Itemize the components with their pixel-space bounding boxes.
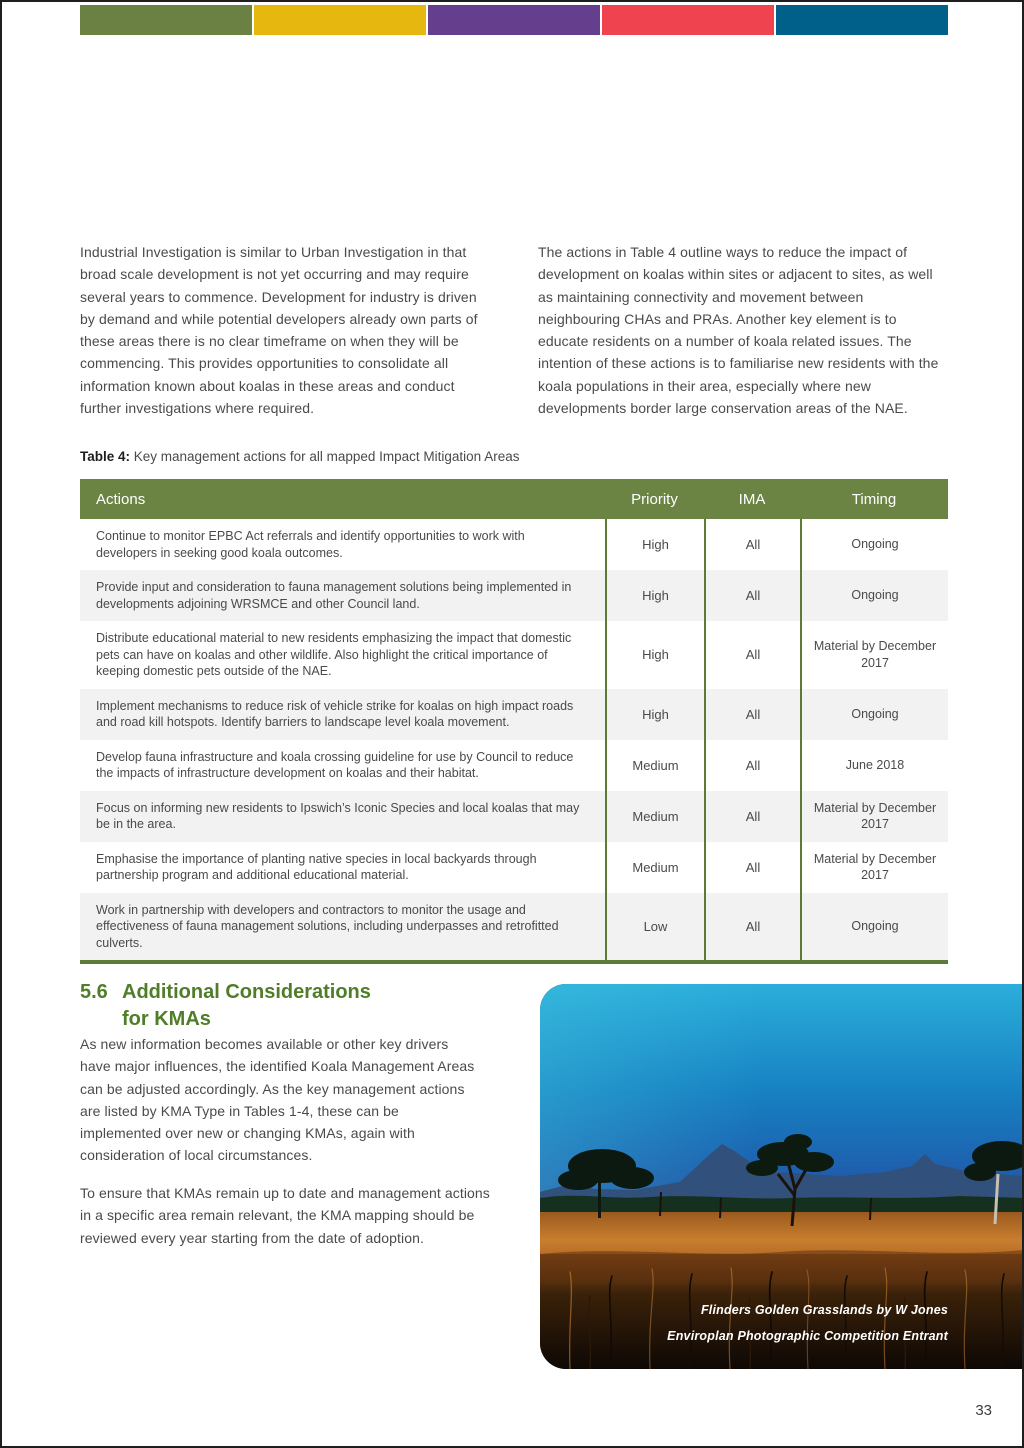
cell-action: Work in partnership with developers and contractors to monitor the usage and effectiveness of fauna management solutions, including underpasses and retrofitted culverts. [96, 902, 559, 950]
column-header-actions: Actions [96, 490, 146, 508]
table-row [80, 519, 948, 570]
cell-action: Provide input and consideration to fauna management solutions being implemented in developments adjoining WRSMCE and other Council land. [96, 580, 572, 611]
cell-priority: Medium [605, 842, 704, 893]
cell-timing: Ongoing [800, 519, 948, 570]
section-paragraph-1: As new information becomes available or other key drivers have major influences, the identified Koala Management Areas can be adjusted accordingly. As the key management actions are listed by KMA Type in Tables 1-4, these can be implemented over new or changing KMAs, again with consideration of local circumstances. [80, 1036, 475, 1164]
table-row [80, 621, 948, 689]
page-number: 33 [975, 1402, 992, 1419]
color-bar-segment-red [602, 5, 774, 35]
cell-ima: All [704, 570, 800, 621]
cell-action: Develop fauna infrastructure and koala crossing guideline for use by Council to reduce the impacts of infrastructure development on koalas and their habitat. [96, 749, 574, 780]
cell-ima: All [704, 519, 800, 570]
table-row [80, 689, 948, 740]
cell-timing: Ongoing [800, 893, 948, 961]
photo-caption-line2: Enviroplan Photographic Competition Entrant [667, 1329, 948, 1343]
photo-caption [667, 1297, 948, 1349]
cell-action: Distribute educational material to new residents emphasizing the impact that domestic pets can have on koalas and other wildlife. Also highlight the critical importance of keeping domestic pets outside of the NAE. [96, 631, 572, 678]
cell-ima: All [704, 689, 800, 740]
cell-priority: Low [605, 893, 704, 961]
cell-timing: Material by December 2017 [800, 791, 948, 842]
cell-ima: All [704, 842, 800, 893]
cell-priority: High [605, 519, 704, 570]
table-row [80, 791, 948, 842]
cell-priority: High [605, 570, 704, 621]
section-heading [80, 979, 371, 1033]
table-row [80, 842, 948, 893]
cell-action: Continue to monitor EPBC Act referrals and identify opportunities to work with developers in seeking good koala outcomes. [96, 529, 525, 560]
table-caption [80, 449, 519, 464]
cell-timing: Material by December 2017 [800, 621, 948, 689]
cell-action: Implement mechanisms to reduce risk of vehicle strike for koalas on high impact roads and road kill hotspots. Identify barriers to landscape level koala movement. [96, 698, 574, 729]
color-bar-segment-yellow [254, 5, 426, 35]
cell-priority: Medium [605, 791, 704, 842]
column-header-priority: Priority [631, 490, 678, 508]
cell-priority: High [605, 621, 704, 689]
photo [540, 984, 1024, 1369]
cell-ima: All [704, 893, 800, 961]
intro-paragraph-left: Industrial Investigation is similar to Urban Investigation in that broad scale development is not yet occurring and may require several years to commence. Development for industry is driven by demand and while potential developers already own parts of these areas there is no clear timeframe on when they will be commencing. This provides opportunities to consolidate all information known about koalas in these areas and conduct further investigations where required. [80, 244, 478, 417]
intro-paragraph-right: The actions in Table 4 outline ways to reduce the impact of development on koalas within sites or adjacent to sites, as well as maintaining connectivity and movement between neighbouring CHAs and PRAs. Another key element is to educate residents on a number of koala related issues. The intention of these actions is to familiarise new residents with the koala populations in their area, especially where new developments border large conservation areas of the NAE. [538, 244, 939, 417]
cell-ima: All [704, 621, 800, 689]
table-row [80, 570, 948, 621]
color-bar-segment-green [80, 5, 252, 35]
cell-timing: Material by December 2017 [800, 842, 948, 893]
cell-priority: Medium [605, 740, 704, 791]
cell-timing: Ongoing [800, 689, 948, 740]
color-bar-segment-purple [428, 5, 600, 35]
column-header-ima: IMA [738, 490, 766, 508]
table-header-row [80, 479, 948, 519]
table-caption-text: Key management actions for all mapped Impact Mitigation Areas [130, 449, 520, 464]
cell-timing: June 2018 [800, 740, 948, 791]
section-title-line1: Additional Considerations [122, 981, 371, 1003]
cell-action: Focus on informing new residents to Ipswich’s Iconic Species and local koalas that may be in the area. [96, 800, 580, 831]
top-color-bar [80, 5, 948, 35]
table-row [80, 893, 948, 961]
cell-priority: High [605, 689, 704, 740]
cell-timing: Ongoing [800, 570, 948, 621]
photo-caption-line1: Flinders Golden Grasslands by W Jones [700, 1303, 948, 1317]
color-bar-segment-teal [776, 5, 948, 35]
column-header-timing: Timing [851, 490, 897, 508]
section-paragraph-2: To ensure that KMAs remain up to date and management actions in a specific area remain relevant, the KMA mapping should be reviewed every year starting from the date of adoption. [80, 1185, 490, 1246]
section-number: 5.6 [80, 981, 108, 1003]
table-row [80, 740, 948, 791]
management-actions-table [80, 479, 948, 964]
section-title-line2: for KMAs [122, 1008, 211, 1030]
cell-action: Emphasise the importance of planting native species in local backyards through partnership program and additional educational material. [96, 851, 537, 882]
section-title [122, 979, 371, 1033]
table-caption-label: Table 4: [80, 449, 131, 464]
cell-ima: All [704, 740, 800, 791]
cell-ima: All [704, 791, 800, 842]
